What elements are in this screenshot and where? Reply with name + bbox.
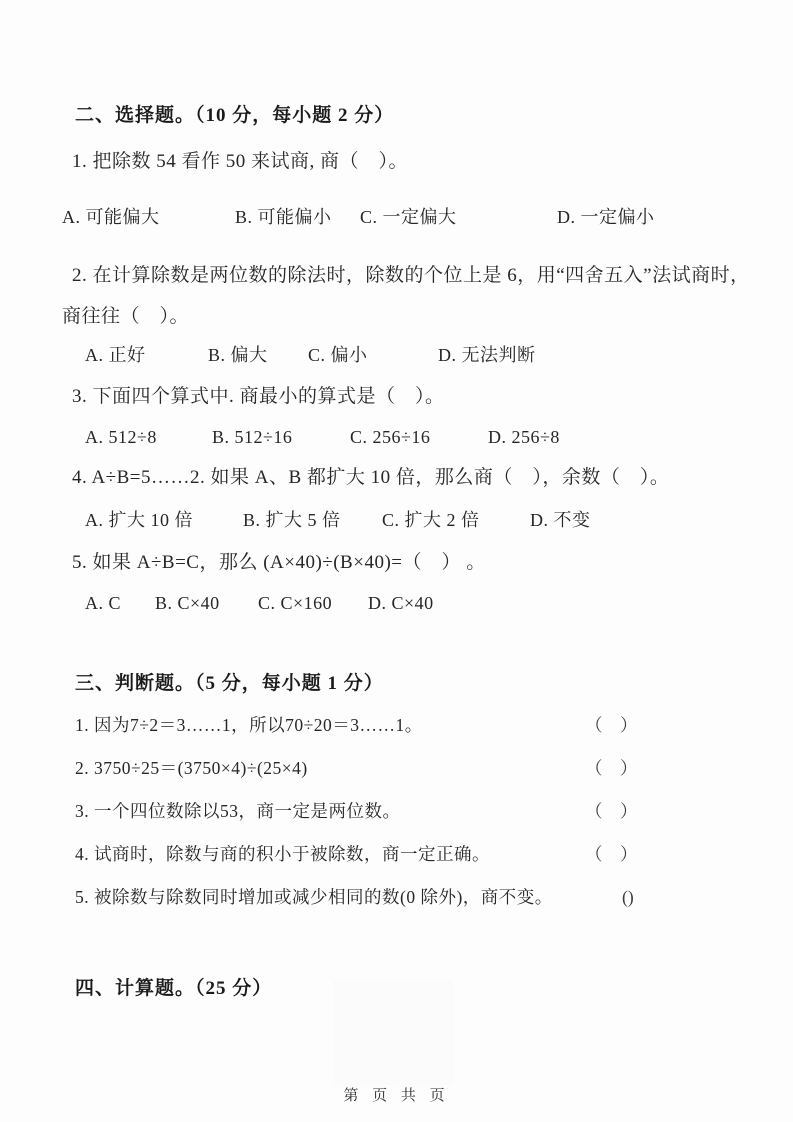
choice-q3-option-b: B. 512÷16 bbox=[212, 427, 293, 447]
section-judge-heading: 三、判断题。（5 分，每小题 1 分） bbox=[75, 673, 384, 694]
judge-item-1 bbox=[0, 712, 793, 738]
choice-q5-option-c: C. C×160 bbox=[258, 593, 333, 613]
choice-q1-options bbox=[0, 204, 793, 230]
judge-item-1-blank: （ ） bbox=[585, 715, 638, 735]
choice-q5-options bbox=[0, 590, 793, 616]
judge-item-4-blank: （ ） bbox=[585, 844, 638, 864]
choice-q4-option-a: A. 扩大 10 倍 bbox=[85, 510, 193, 530]
section-calc-heading: 四、计算题。（25 分） bbox=[75, 978, 273, 999]
scan-artifact bbox=[333, 980, 453, 1085]
choice-q2-option-a: A. 正好 bbox=[85, 345, 146, 365]
choice-q2-option-d: D. 无法判断 bbox=[438, 345, 536, 365]
judge-item-4-text: 4. 试商时，除数与商的积小于被除数，商一定正确。 bbox=[75, 844, 490, 864]
choice-q3-option-d: D. 256÷8 bbox=[488, 427, 560, 447]
choice-q3-options bbox=[0, 424, 793, 450]
choice-q2-options bbox=[0, 342, 793, 368]
judge-item-5-blank: () bbox=[622, 887, 634, 907]
judge-item-2-blank: （ ） bbox=[585, 758, 638, 778]
choice-q1-option-d: D. 一定偏小 bbox=[557, 207, 655, 227]
choice-q4-option-d: D. 不变 bbox=[530, 510, 591, 530]
choice-q3-text: 3. 下面四个算式中. 商最小的算式是（ ）。 bbox=[72, 386, 445, 407]
choice-q4-option-b: B. 扩大 5 倍 bbox=[243, 510, 341, 530]
judge-item-5 bbox=[0, 884, 793, 910]
choice-q4-option-c: C. 扩大 2 倍 bbox=[382, 510, 480, 530]
judge-item-3-text: 3. 一个四位数除以53，商一定是两位数。 bbox=[75, 801, 401, 821]
choice-q4-text: 4. A÷B=5……2. 如果 A、B 都扩大 10 倍，那么商（ ），余数（ ）。 bbox=[72, 467, 670, 488]
choice-q5-option-d: D. C×40 bbox=[368, 593, 434, 613]
choice-q2-text-line2: 商往往（ ）。 bbox=[62, 306, 190, 327]
choice-q5-option-b: B. C×40 bbox=[155, 593, 220, 613]
judge-item-3 bbox=[0, 798, 793, 824]
choice-q2-option-c: C. 偏小 bbox=[308, 345, 368, 365]
choice-q5-option-a: A. C bbox=[85, 593, 122, 613]
judge-item-3-blank: （ ） bbox=[585, 801, 638, 821]
judge-item-5-text: 5. 被除数与除数同时增加或减少相同的数(0 除外)，商不变。 bbox=[75, 887, 553, 907]
judge-item-2 bbox=[0, 755, 793, 781]
choice-q2-option-b: B. 偏大 bbox=[208, 345, 268, 365]
choice-q4-options bbox=[0, 507, 793, 533]
choice-q1-text: 1. 把除数 54 看作 50 来试商, 商（ ）。 bbox=[72, 151, 409, 172]
choice-q1-option-a: A. 可能偏大 bbox=[62, 207, 160, 227]
judge-item-2-text: 2. 3750÷25＝(3750×4)÷(25×4) bbox=[75, 758, 308, 778]
choice-q1-option-c: C. 一定偏大 bbox=[360, 207, 457, 227]
judge-item-4 bbox=[0, 841, 793, 867]
choice-q1-option-b: B. 可能偏小 bbox=[235, 207, 332, 227]
judge-item-1-text: 1. 因为7÷2＝3……1，所以70÷20＝3……1。 bbox=[75, 715, 423, 735]
section-choice-heading: 二、选择题。（10 分，每小题 2 分） bbox=[75, 105, 395, 126]
choice-q5-text: 5. 如果 A÷B=C，那么 (A×40)÷(B×40)=（ ） 。 bbox=[72, 552, 486, 573]
choice-q2-text-line1: 2. 在计算除数是两位数的除法时，除数的个位上是 6，用“四舍五入”法试商时， bbox=[72, 265, 750, 286]
choice-q3-option-a: A. 512÷8 bbox=[85, 427, 157, 447]
choice-q3-option-c: C. 256÷16 bbox=[350, 427, 431, 447]
page-footer: 第 页 共 页 bbox=[343, 1088, 450, 1104]
